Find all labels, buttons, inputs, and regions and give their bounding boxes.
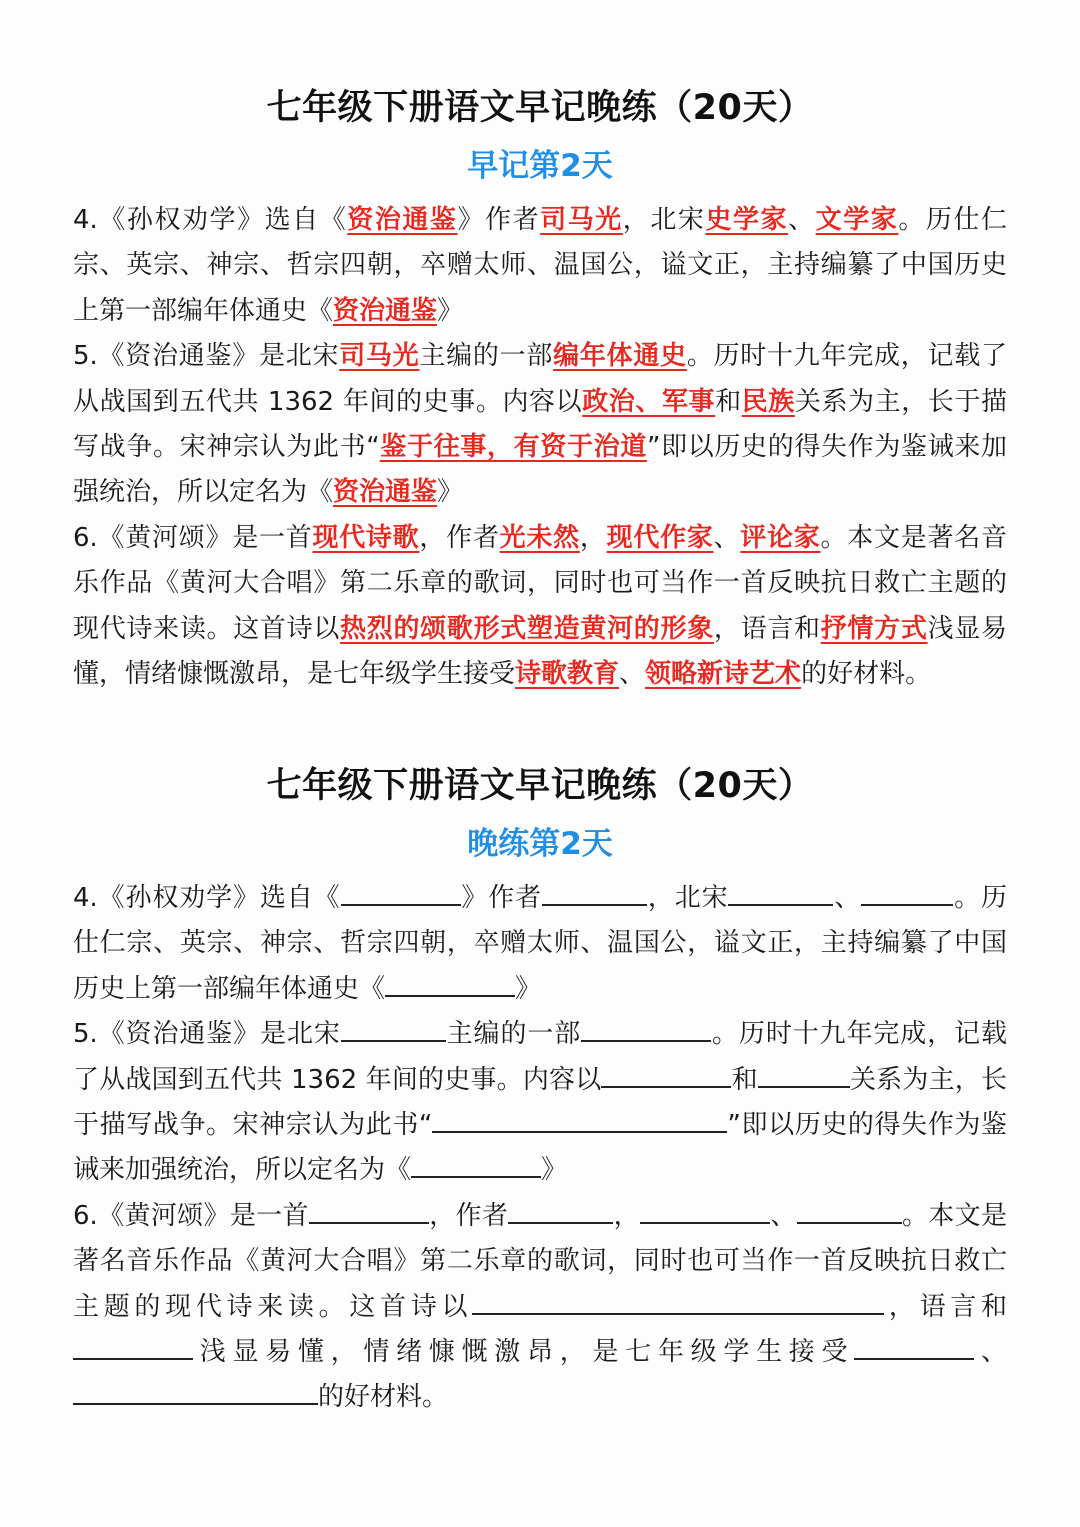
answer-text: 评论家 xyxy=(740,522,821,553)
answer-text: 抒情方式 xyxy=(820,613,928,644)
blank-line[interactable] xyxy=(508,1200,613,1224)
blank-line[interactable] xyxy=(73,1381,318,1405)
text-span: ， xyxy=(579,522,607,553)
blank-line[interactable] xyxy=(432,1109,727,1133)
text-span: 、 xyxy=(713,522,741,553)
text-span: 。本文是著名音乐作品《黄河大合唱》第二乐章的歌词，同时也可当作一首反映抗日救亡主题的现代诗来读。这首诗以 xyxy=(73,522,1007,644)
evening-body xyxy=(73,876,1007,1421)
blank-line[interactable] xyxy=(581,1018,711,1042)
text-span: ， xyxy=(613,1200,640,1231)
text-span: ，语言和 xyxy=(713,613,821,644)
blank-line[interactable] xyxy=(854,1336,974,1360)
blank-line[interactable] xyxy=(341,882,461,906)
text-span: 。历时十九年完成，记载了从战国到五代共 1362 年间的史事。内容以 xyxy=(73,1019,1007,1095)
text-span: 5.《资治通鉴》是北宋 xyxy=(73,1019,341,1050)
text-span: 》 xyxy=(515,973,542,1004)
text-span: ，作者 xyxy=(419,522,500,553)
text-span: 6.《黄河颂》是一首 xyxy=(73,1200,309,1231)
text-span: 、 xyxy=(788,205,816,235)
blank-line[interactable] xyxy=(728,882,833,906)
evening-section xyxy=(73,760,1007,1421)
answer-text: 热烈的颂歌形式塑造黄河的形象 xyxy=(340,613,714,644)
text-span: ，北宋 xyxy=(622,205,706,235)
text-span: ”即以历史的得失作为鉴诫来加强统治，所以定名为《 xyxy=(73,1110,1007,1186)
text-span: 4.《孙权劝学》选自《 xyxy=(73,205,348,235)
page-title: 七年级下册语文早记晚练（20天） xyxy=(266,88,814,128)
text-span: 、 xyxy=(769,1200,797,1231)
text-span: 。历仕仁宗、英宗、神宗、哲宗四朝，卒赠太师、温国公，谥文正，主持编纂了中国历史上第一部编年体通史《 xyxy=(73,883,1007,1004)
answer-text: 编年体通史 xyxy=(553,341,687,372)
text-span: 浅显易懂，情绪慷慨激昂，是七年级学生接受 xyxy=(73,613,1007,690)
answer-text: 资治通鉴 xyxy=(333,477,438,508)
text-span: 关系为主，长于描写战争。宋神宗认为此书“ xyxy=(73,386,1007,463)
text-span: ”即以历史的得失作为鉴诫来加强统治，所以定名为《 xyxy=(73,432,1007,508)
blank-line[interactable] xyxy=(411,1154,541,1178)
text-span: 和 xyxy=(715,386,742,417)
answer-text: 政治、军事 xyxy=(582,386,716,417)
text-span: 6.《黄河颂》是一首 xyxy=(73,522,313,553)
section-subtitle: 早记第2天 xyxy=(467,148,613,184)
morning-section xyxy=(73,82,1007,697)
text-span: 。本文是著名音乐作品《黄河大合唱》第二乐章的歌词，同时也可当作一首反映抗日救亡主题的现代诗来读。这首诗以 xyxy=(73,1200,1007,1322)
paragraph-5 xyxy=(73,1012,1007,1194)
text-span: ，语言和 xyxy=(884,1291,1007,1322)
section-subtitle: 晚练第2天 xyxy=(467,826,613,862)
text-span: 。历仕仁宗、英宗、神宗、哲宗四朝，卒赠太师、温国公，谥文正，主持编纂了中国历史上第一部编年体通史《 xyxy=(73,205,1007,326)
text-span: ，作者 xyxy=(428,1200,509,1231)
paragraph-4 xyxy=(73,876,1007,1012)
blank-line[interactable] xyxy=(385,973,515,997)
text-span: 的好材料。 xyxy=(318,1382,449,1413)
answer-text: 现代诗歌 xyxy=(312,522,420,553)
paragraph-6 xyxy=(73,1194,1007,1421)
blank-line[interactable] xyxy=(341,1018,446,1042)
text-span: 5.《资治通鉴》是北宋 xyxy=(73,341,340,372)
text-span: 浅显易懂，情绪慷慨激昂，是七年级学生接受 xyxy=(193,1337,855,1368)
morning-body xyxy=(73,198,1007,697)
text-span: 主编的一部 xyxy=(445,1019,582,1050)
answer-text: 领略新诗艺术 xyxy=(645,659,802,690)
text-span: 。历时十九年完成，记载了从战国到五代共 1362 年间的史事。内容以 xyxy=(73,341,1007,417)
text-span: 》 xyxy=(437,295,464,326)
text-span: 主编的一部 xyxy=(419,341,554,372)
answer-text: 资治通鉴 xyxy=(347,205,458,235)
blank-line[interactable] xyxy=(601,1064,731,1088)
text-span: 》作者 xyxy=(457,205,541,235)
answer-text: 鉴于往事，有资于治道 xyxy=(379,432,647,463)
text-span: 和 xyxy=(731,1064,758,1095)
paragraph-5 xyxy=(73,334,1007,516)
blank-line[interactable] xyxy=(861,882,953,906)
blank-line[interactable] xyxy=(542,882,647,906)
text-span: 4.《孙权劝学》选自《 xyxy=(73,883,341,913)
answer-text: 司马光 xyxy=(540,205,623,235)
text-span: 关系为主，长于描写战争。宋神宗认为此书“ xyxy=(73,1064,1007,1141)
blank-line[interactable] xyxy=(797,1200,902,1224)
answer-text: 诗歌教育 xyxy=(515,659,620,690)
answer-text: 现代作家 xyxy=(606,522,714,553)
text-span: 、 xyxy=(833,883,862,913)
answer-text: 司马光 xyxy=(339,341,420,372)
text-span: 》作者 xyxy=(460,883,542,913)
paragraph-6 xyxy=(73,516,1007,698)
blank-line[interactable] xyxy=(758,1064,850,1088)
answer-text: 文学家 xyxy=(815,205,899,235)
text-span: 》 xyxy=(437,477,464,508)
paragraph-4 xyxy=(73,198,1007,334)
blank-line[interactable] xyxy=(309,1200,429,1224)
text-span: 的好材料。 xyxy=(801,659,932,690)
blank-line[interactable] xyxy=(73,1336,193,1360)
text-span: 、 xyxy=(619,659,646,690)
text-span: 、 xyxy=(974,1337,1007,1368)
page-title: 七年级下册语文早记晚练（20天） xyxy=(266,766,814,806)
text-span: ，北宋 xyxy=(646,883,729,913)
answer-text: 民族 xyxy=(741,386,795,417)
answer-text: 资治通鉴 xyxy=(333,295,438,326)
text-span: 》 xyxy=(541,1155,568,1186)
blank-line[interactable] xyxy=(472,1291,884,1315)
answer-text: 光未然 xyxy=(499,522,580,553)
blank-line[interactable] xyxy=(640,1200,770,1224)
answer-text: 史学家 xyxy=(705,205,789,235)
